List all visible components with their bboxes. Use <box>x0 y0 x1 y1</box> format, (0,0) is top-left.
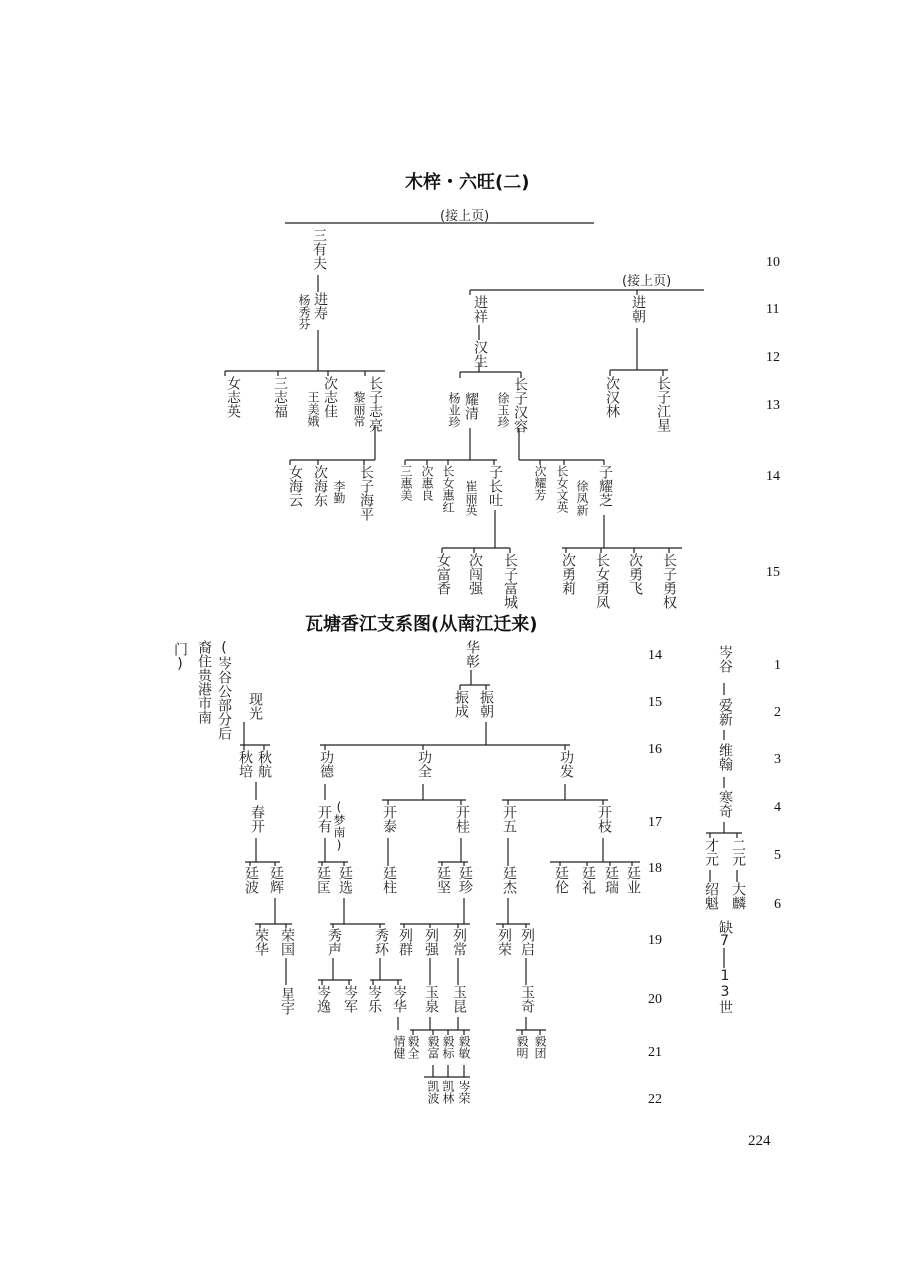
generation-label: 16 <box>648 742 662 757</box>
person-node: 秋培 <box>237 750 253 778</box>
person-node: 长子汉容 <box>512 377 528 433</box>
person-node: 三惠美 <box>399 465 413 501</box>
generation-label: 13 <box>766 398 780 413</box>
person-node: 荣国 <box>279 928 295 956</box>
generation-label: 1 <box>774 658 781 673</box>
person-node: 毅明 <box>515 1035 529 1059</box>
person-node: 长女勇凤 <box>594 553 610 609</box>
person-node: 岑乐 <box>366 985 382 1013</box>
person-node: 进祥 <box>472 295 488 323</box>
generation-label: 15 <box>766 565 780 580</box>
person-node: 次勇莉 <box>560 553 576 595</box>
generation-label: 17 <box>648 815 662 830</box>
person-node: 开有 <box>316 805 332 833</box>
generation-label: 15 <box>648 695 662 710</box>
side-note: 裔住贵港市南 <box>196 640 212 724</box>
person-node: 廷礼 <box>580 866 596 894</box>
person-node: 次耀芳 <box>533 465 547 501</box>
person-node: 次汉林 <box>604 376 620 418</box>
person-node: 列强 <box>423 928 439 956</box>
top-chart-title: 木梓・六旺(二) <box>405 172 530 193</box>
generation-label: 14 <box>766 469 780 484</box>
person-node: 次志佳 <box>322 376 338 418</box>
person-node: 次勇飞 <box>627 553 643 595</box>
spouse-node: 徐玉珍 <box>496 392 510 428</box>
person-node: 现光 <box>247 692 263 720</box>
person-node: 岑荣 <box>457 1080 471 1104</box>
generation-label: 4 <box>774 800 781 815</box>
person-node: 毅富 <box>426 1035 440 1059</box>
person-node: 华彰 <box>464 640 480 668</box>
person-node: 子长吐 <box>487 465 503 507</box>
person-node: 廷业 <box>625 866 641 894</box>
person-node: 次惠良 <box>420 465 434 501</box>
person-node: 二元 <box>730 838 746 866</box>
side-note: (岑谷公部分后 <box>216 640 232 740</box>
person-node: 廷珍 <box>457 866 473 894</box>
person-node: 次闯强 <box>467 553 483 595</box>
person-node: 廷波 <box>243 866 259 894</box>
spouse-node: 王美娥 <box>306 391 320 427</box>
person-node: 廷坚 <box>435 866 451 894</box>
person-node: 长女惠红 <box>441 465 455 513</box>
generation-label: 12 <box>766 350 780 365</box>
person-node: 岑逸 <box>315 985 331 1013</box>
generation-label: 11 <box>766 302 780 317</box>
person-node: 列常 <box>451 928 467 956</box>
person-node: 功发 <box>558 750 574 778</box>
person-node: 大麟 <box>730 882 746 910</box>
person-node: 子耀芝 <box>597 465 613 507</box>
person-node: 女海云 <box>287 465 303 507</box>
person-node: 耀清 <box>463 392 479 420</box>
generation-label: 2 <box>774 705 781 720</box>
person-node: 绍魁 <box>703 882 719 910</box>
person-node: 次海东 <box>312 465 328 507</box>
person-node: 长子富城 <box>502 553 518 609</box>
spouse-node: 崔丽英 <box>464 480 478 516</box>
spouse-node: 李勤 <box>332 480 346 504</box>
person-node: 廷匡 <box>315 866 331 894</box>
person-node: 玉昆 <box>451 985 467 1013</box>
person-node: 秀声 <box>326 928 342 956</box>
person-node: 才元 <box>703 838 719 866</box>
generation-label: 21 <box>648 1045 662 1060</box>
generation-label: 22 <box>648 1092 662 1107</box>
generation-label: 5 <box>774 848 781 863</box>
person-node: 开枝 <box>596 805 612 833</box>
person-node: 秋航 <box>256 750 272 778</box>
person-node: 汉生 <box>472 340 488 368</box>
person-node: 开泰 <box>381 805 397 833</box>
person-node: 玉泉 <box>423 985 439 1013</box>
person-node: 荣华 <box>253 928 269 956</box>
generation-count: 7 <box>720 933 729 949</box>
generation-label: 18 <box>648 861 662 876</box>
generation-label: 10 <box>766 255 780 270</box>
person-node: 毅标 <box>441 1035 455 1059</box>
person-node: 廷瑞 <box>603 866 619 894</box>
person-node: 三有夫 <box>311 228 327 270</box>
person-node: 长子海平 <box>358 465 374 521</box>
person-node: 振朝 <box>478 690 494 718</box>
person-node: 春开 <box>249 805 265 833</box>
spouse-node: 杨秀芬 <box>297 294 311 330</box>
person-node: 廷选 <box>337 866 353 894</box>
person-node: 开桂 <box>454 805 470 833</box>
person-node: 凯波 <box>426 1080 440 1104</box>
continuation-note: (接上页) <box>440 209 490 224</box>
generation-label: 3 <box>774 752 781 767</box>
person-node: 廷柱 <box>381 866 397 894</box>
person-node: 列群 <box>397 928 413 956</box>
person-node: 列荣 <box>496 928 512 956</box>
person-node: 廷伦 <box>553 866 569 894</box>
person-node: 进朝 <box>630 295 646 323</box>
spouse-node: 杨业珍 <box>447 392 461 428</box>
person-node: 女富香 <box>435 553 451 595</box>
generation-label: 20 <box>648 992 662 1007</box>
person-node: 长子志亮 <box>367 376 383 432</box>
generation-label: 19 <box>648 933 662 948</box>
person-node: 寒奇 <box>717 790 733 818</box>
person-node: 星宇 <box>279 987 295 1015</box>
generation-label: 14 <box>648 648 662 663</box>
person-note: (梦南) <box>332 800 346 852</box>
person-node: 三志福 <box>272 376 288 418</box>
person-node: 毅团 <box>533 1035 547 1059</box>
person-node: 情健 <box>392 1035 406 1059</box>
spouse-node: 黎丽常 <box>352 391 366 427</box>
missing-marker: 缺 <box>717 920 733 934</box>
generation-label: 6 <box>774 897 781 912</box>
person-node: 岑华 <box>391 985 407 1013</box>
person-node: 列启 <box>519 928 535 956</box>
person-node: 长子江星 <box>655 376 671 432</box>
person-node: 功德 <box>318 750 334 778</box>
person-node: 进寿 <box>312 292 328 320</box>
generation-count: 13世 <box>717 968 733 1014</box>
bottom-chart-title: 瓦塘香江支系图(从南江迁来) <box>305 614 538 635</box>
person-node: 长女文英 <box>555 465 569 513</box>
person-node: 开五 <box>501 805 517 833</box>
side-note: 门) <box>172 642 188 672</box>
person-node: 岑谷 <box>717 645 733 673</box>
person-node: 振成 <box>453 690 469 718</box>
continuation-note: (接上页) <box>622 274 672 289</box>
person-node: 廷杰 <box>501 866 517 894</box>
person-node: 凯林 <box>441 1080 455 1104</box>
person-node: 女志英 <box>225 376 241 418</box>
person-node: 秀环 <box>373 928 389 956</box>
person-node: 长子勇权 <box>661 553 677 609</box>
spouse-node: 徐凤新 <box>575 480 589 516</box>
person-node: 岑军 <box>342 985 358 1013</box>
person-node: 爱新 <box>717 698 733 726</box>
person-node: 廷辉 <box>268 866 284 894</box>
page-number: 224 <box>748 1133 771 1149</box>
person-node: 毅敏 <box>457 1035 471 1059</box>
person-node: 玉奇 <box>519 985 535 1013</box>
person-node: 毅全 <box>406 1035 420 1059</box>
person-node: 维翰 <box>717 743 733 771</box>
person-node: 功全 <box>416 750 432 778</box>
